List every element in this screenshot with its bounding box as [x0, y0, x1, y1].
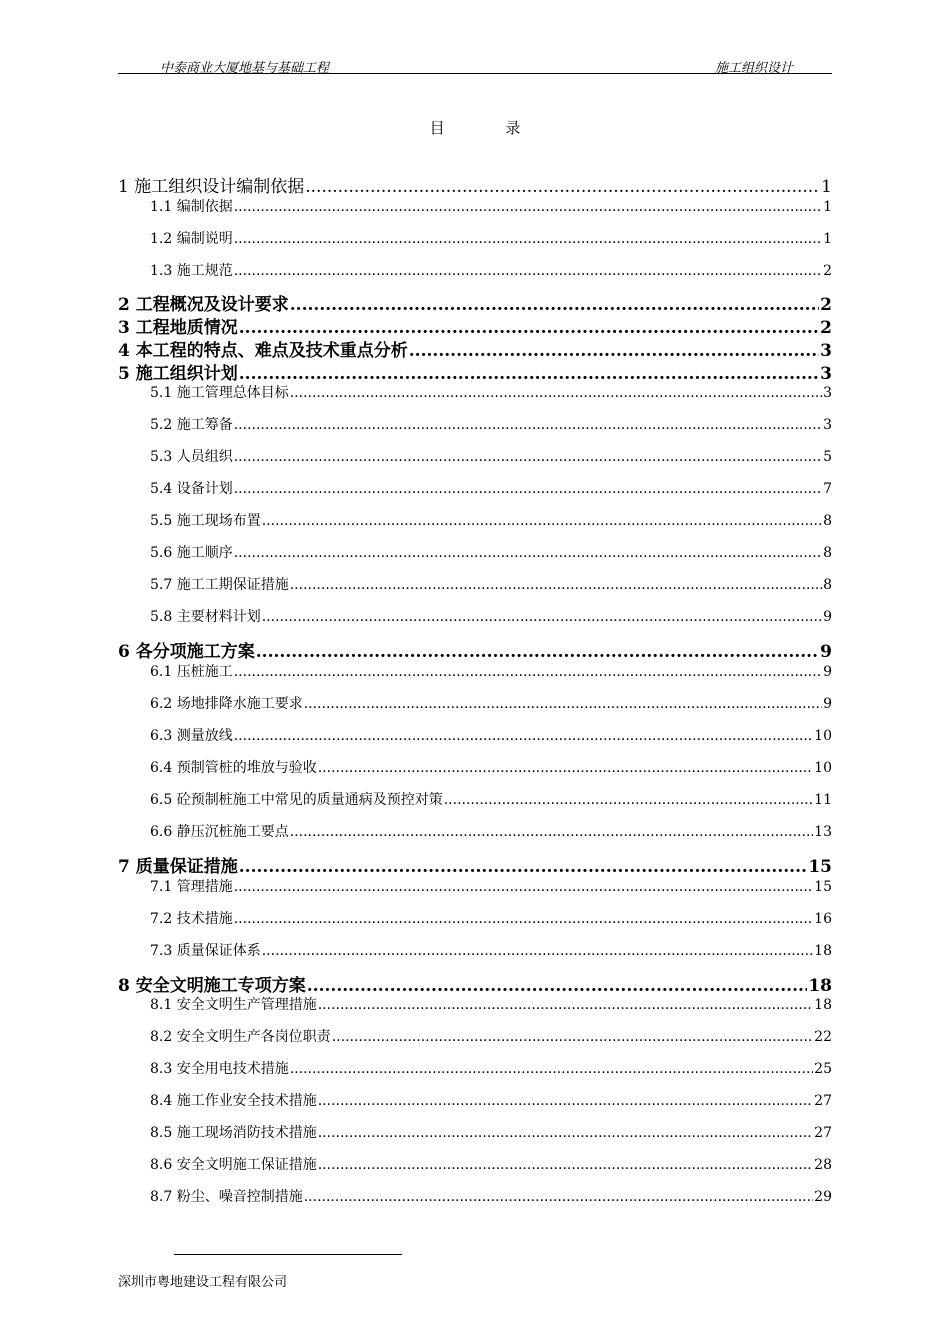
toc-leader-dots: [234, 481, 822, 497]
toc-section-entry[interactable]: [150, 940, 832, 960]
toc-leader-dots: [290, 295, 819, 315]
toc-entry-label: 1.2 编制说明: [150, 231, 233, 247]
header-document-type: 施工组织设计: [714, 61, 793, 76]
toc-section-entry[interactable]: [150, 994, 832, 1014]
toc-entry-page-number: 13: [814, 824, 832, 840]
toc-section-entry[interactable]: [150, 1058, 832, 1078]
toc-leader-dots: [290, 1061, 813, 1077]
toc-entry-label: 1.1 编制依据: [150, 199, 233, 215]
toc-section-entry[interactable]: [150, 1090, 832, 1110]
toc-entry-page-number: 3: [823, 417, 832, 433]
toc-entry-page-number: 25: [814, 1061, 832, 1077]
toc-entry-page-number: 18: [814, 943, 832, 959]
toc-section-entry[interactable]: [150, 908, 832, 928]
toc-entry-label: 8.6 安全文明施工保证措施: [150, 1157, 317, 1173]
toc-entry-page-number: 3: [823, 385, 832, 401]
toc-leader-dots: [234, 545, 822, 561]
toc-entry-label: 5.5 施工现场布置: [150, 513, 261, 529]
toc-leader-dots: [262, 943, 813, 959]
toc-leader-dots: [307, 976, 808, 996]
toc-section-entry[interactable]: [150, 1122, 832, 1142]
toc-entry-label: 4 本工程的特点、难点及技术重点分析: [118, 341, 408, 361]
toc-leader-dots: [305, 177, 820, 197]
toc-entry-page-number: 18: [808, 976, 832, 996]
toc-section-entry[interactable]: [150, 725, 832, 745]
toc-leader-dots: [234, 417, 822, 433]
toc-leader-dots: [290, 577, 822, 593]
footer-rule: [174, 1254, 402, 1255]
toc-leader-dots: [239, 857, 808, 877]
toc-section-entry[interactable]: [150, 574, 832, 594]
toc-entry-page-number: 18: [814, 997, 832, 1013]
toc-entry-label: 5.8 主要材料计划: [150, 609, 261, 625]
toc-entry-page-number: 5: [823, 449, 832, 465]
toc-entry-label: 6 各分项施工方案: [118, 642, 255, 662]
toc-leader-dots: [444, 792, 813, 808]
toc-section-entry[interactable]: [150, 821, 832, 841]
toc-entry-page-number: 29: [814, 1189, 832, 1205]
toc-entry-page-number: 8: [823, 577, 832, 593]
toc-leader-dots: [262, 609, 822, 625]
toc-entry-page-number: 1: [823, 199, 832, 215]
toc-chapter-entry[interactable]: [118, 852, 832, 877]
toc-section-entry[interactable]: [150, 478, 832, 498]
toc-section-entry[interactable]: [150, 1154, 832, 1174]
toc-leader-dots: [234, 911, 813, 927]
toc-entry-page-number: 3: [820, 364, 832, 384]
toc-section-entry[interactable]: [150, 382, 832, 402]
toc-entry-label: 5.1 施工管理总体目标: [150, 385, 289, 401]
toc-entry-page-number: 1: [821, 177, 832, 197]
toc-entry-label: 8.3 安全用电技术措施: [150, 1061, 289, 1077]
toc-entry-page-number: 15: [808, 857, 832, 877]
toc-leader-dots: [318, 760, 813, 776]
toc-entry-label: 8.7 粉尘、噪音控制措施: [150, 1189, 303, 1205]
toc-entry-page-number: 2: [820, 318, 832, 338]
toc-entry-label: 6.1 压桩施工: [150, 664, 233, 680]
toc-section-entry[interactable]: [150, 661, 832, 681]
toc-entry-page-number: 3: [820, 341, 832, 361]
toc-chapter-entry[interactable]: [118, 637, 832, 662]
toc-leader-dots: [239, 318, 819, 338]
toc-entry-label: 6.6 静压沉桩施工要点: [150, 824, 289, 840]
toc-leader-dots: [234, 664, 822, 680]
toc-entry-page-number: 9: [823, 696, 832, 712]
toc-entry-page-number: 1: [823, 231, 832, 247]
toc-leader-dots: [234, 728, 813, 744]
toc-leader-dots: [234, 879, 813, 895]
toc-leader-dots: [234, 231, 822, 247]
toc-entry-label: 8.2 安全文明生产各岗位职责: [150, 1029, 331, 1045]
toc-entry-label: 7.3 质量保证体系: [150, 943, 261, 959]
toc-section-entry[interactable]: [150, 260, 832, 280]
toc-chapter-entry[interactable]: [118, 359, 832, 384]
toc-leader-dots: [239, 364, 819, 384]
toc-section-entry[interactable]: [150, 1026, 832, 1046]
toc-section-entry[interactable]: [150, 693, 832, 713]
toc-entry-label: 2 工程概况及设计要求: [118, 295, 289, 315]
toc-leader-dots: [332, 1029, 813, 1045]
toc-entry-page-number: 27: [814, 1125, 832, 1141]
toc-section-entry[interactable]: [150, 789, 832, 809]
toc-entry-label: 8.5 施工现场消防技术措施: [150, 1125, 317, 1141]
toc-entry-label: 3 工程地质情况: [118, 318, 238, 338]
toc-section-entry[interactable]: [150, 876, 832, 896]
toc-entry-label: 8 安全文明施工专项方案: [118, 976, 306, 996]
toc-entry-label: 7.1 管理措施: [150, 879, 233, 895]
toc-chapter-entry[interactable]: [118, 336, 832, 361]
toc-leader-dots: [318, 1093, 813, 1109]
toc-section-entry[interactable]: [150, 1186, 832, 1206]
header-rule: [118, 73, 832, 74]
toc-leader-dots: [318, 997, 813, 1013]
toc-leader-dots: [262, 513, 822, 529]
toc-chapter-entry[interactable]: [118, 290, 832, 315]
toc-entry-page-number: 8: [823, 513, 832, 529]
toc-section-entry[interactable]: [150, 510, 832, 530]
toc-leader-dots: [318, 1125, 813, 1141]
toc-chapter-entry[interactable]: [118, 971, 832, 996]
toc-entry-page-number: 11: [814, 792, 832, 808]
toc-leader-dots: [290, 824, 813, 840]
toc-entry-label: 7.2 技术措施: [150, 911, 233, 927]
toc-entry-label: 5.3 人员组织: [150, 449, 233, 465]
toc-leader-dots: [318, 1157, 813, 1173]
toc-section-entry[interactable]: [150, 446, 832, 466]
toc-title: 目 录: [429, 119, 549, 137]
toc-entry-label: 5.2 施工筹备: [150, 417, 233, 433]
toc-entry-page-number: 28: [814, 1157, 832, 1173]
toc-leader-dots: [304, 1189, 813, 1205]
header-project-title: 中泰商业大厦地基与基础工程: [160, 61, 330, 76]
toc-entry-page-number: 22: [814, 1029, 832, 1045]
toc-entry-page-number: 9: [823, 664, 832, 680]
toc-entry-label: 8.1 安全文明生产管理措施: [150, 997, 317, 1013]
toc-entry-page-number: 10: [814, 728, 832, 744]
toc-leader-dots: [409, 341, 819, 361]
toc-entry-label: 5.7 施工工期保证措施: [150, 577, 289, 593]
toc-entry-label: 1.3 施工规范: [150, 263, 233, 279]
toc-entry-label: 6.5 砼预制桩施工中常见的质量通病及预控对策: [150, 792, 443, 808]
toc-leader-dots: [234, 199, 822, 215]
toc-entry-page-number: 2: [823, 263, 832, 279]
toc-entry-label: 6.2 场地排降水施工要求: [150, 696, 303, 712]
toc-section-entry[interactable]: [150, 606, 832, 626]
toc-chapter-entry[interactable]: [118, 172, 832, 197]
toc-entry-page-number: 9: [823, 609, 832, 625]
toc-entry-page-number: 27: [814, 1093, 832, 1109]
toc-section-entry[interactable]: [150, 542, 832, 562]
toc-section-entry[interactable]: [150, 414, 832, 434]
toc-entry-label: 1 施工组织设计编制依据: [118, 177, 305, 197]
toc-entry-label: 5.6 施工顺序: [150, 545, 233, 561]
toc-entry-label: 5 施工组织计划: [118, 364, 238, 384]
toc-entry-label: 7 质量保证措施: [118, 857, 238, 877]
toc-entry-page-number: 7: [823, 481, 832, 497]
toc-entry-page-number: 10: [814, 760, 832, 776]
toc-leader-dots: [234, 449, 822, 465]
toc-entry-label: 6.4 预制管桩的堆放与验收: [150, 760, 317, 776]
toc-leader-dots: [234, 263, 822, 279]
toc-leader-dots: [256, 642, 819, 662]
toc-section-entry[interactable]: [150, 228, 832, 248]
toc-entry-label: 8.4 施工作业安全技术措施: [150, 1093, 317, 1109]
toc-entry-page-number: 16: [814, 911, 832, 927]
toc-chapter-entry[interactable]: [118, 313, 832, 338]
toc-entry-page-number: 8: [823, 545, 832, 561]
toc-entry-page-number: 9: [820, 642, 832, 662]
toc-section-entry[interactable]: [150, 757, 832, 777]
footer-company: 深圳市粤地建设工程有限公司: [118, 1275, 288, 1290]
toc-leader-dots: [304, 696, 822, 712]
toc-entry-page-number: 15: [814, 879, 832, 895]
toc-entry-label: 6.3 测量放线: [150, 728, 233, 744]
toc-section-entry[interactable]: [150, 196, 832, 216]
toc-leader-dots: [290, 385, 822, 401]
toc-entry-label: 5.4 设备计划: [150, 481, 233, 497]
toc-entry-page-number: 2: [820, 295, 832, 315]
